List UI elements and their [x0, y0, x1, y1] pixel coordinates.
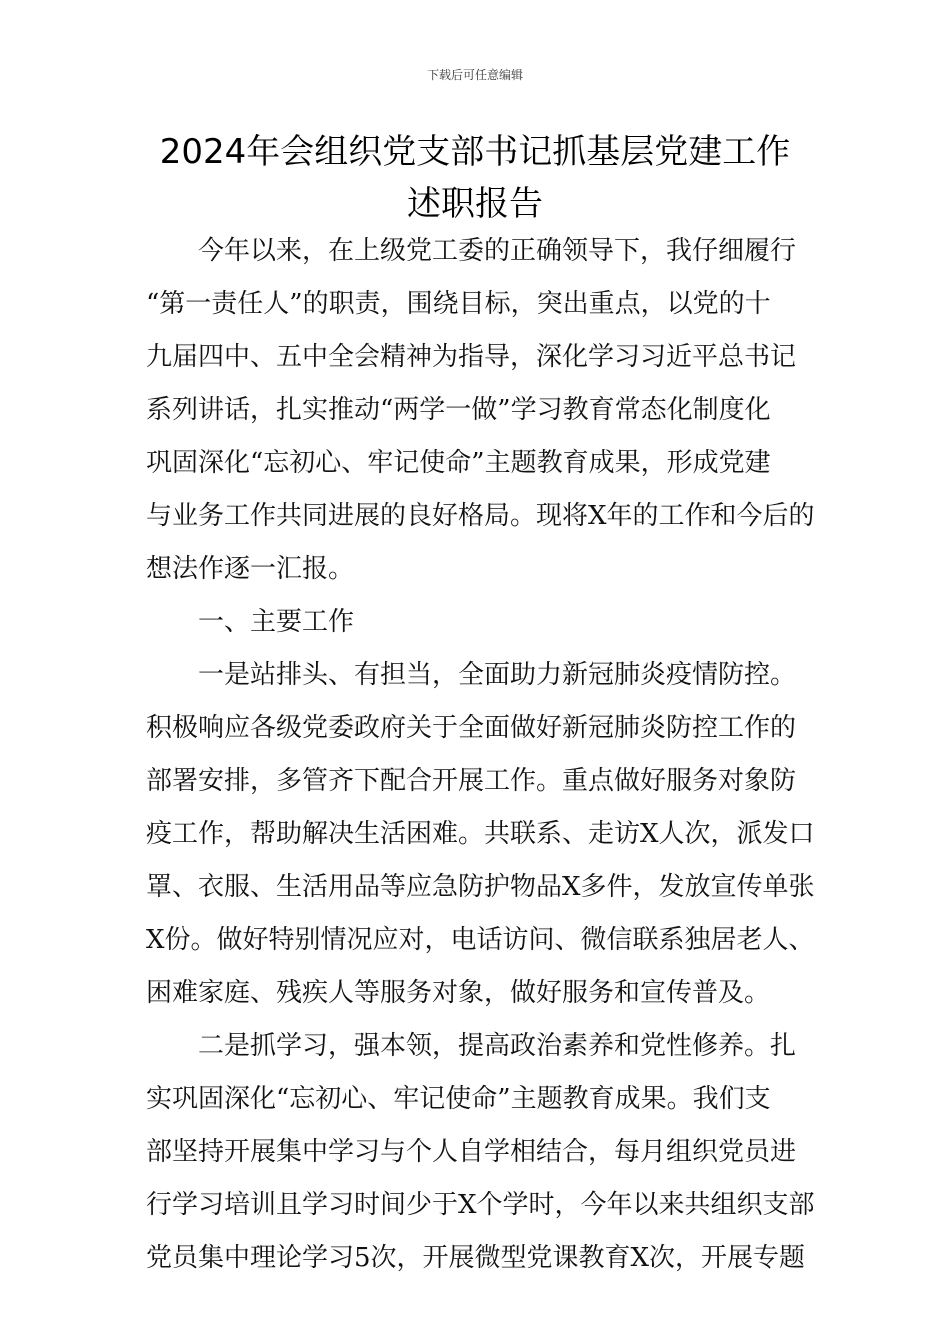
body-line: 今年以来，在上级党工委的正确领导下，我仔细履行 — [146, 236, 797, 266]
body-line: 困难家庭、残疾人等服务对象，做好服务和宣传普及。 — [146, 978, 771, 1008]
body-line: 二是抓学习，强本领，提高政治素养和党性修养。扎 — [146, 1031, 797, 1061]
body-line: 部坚持开展集中学习与个人自学相结合，每月组织党员进 — [146, 1137, 797, 1167]
section-heading: 一、主要工作 — [146, 607, 355, 637]
body-line: X份。做好特别情况应对，电话访问、微信联系独居老人、 — [146, 925, 815, 955]
body-line: 行学习培训且学习时间少于X个学时，今年以来共组织支部 — [146, 1190, 815, 1220]
body-line: 系列讲话，扎实推动“两学一做”学习教育常态化制度化 — [146, 395, 771, 425]
header-note: 下载后可任意编辑 — [426, 68, 523, 82]
body-line: 与业务工作共同进展的良好格局。现将X年的工作和今后的 — [146, 501, 815, 531]
document-title-line-2: 述职报告 — [407, 184, 543, 224]
body-line: 想法作逐一汇报。 — [146, 554, 355, 584]
body-line: 九届四中、五中全会精神为指导，深化学习习近平总书记 — [146, 342, 797, 372]
body-line: 一是站排头、有担当，全面助力新冠肺炎疫情防控。 — [146, 660, 797, 690]
body-line: 实巩固深化“忘初心、牢记使命”主题教育成果。我们支 — [146, 1084, 771, 1114]
body-line: 党员集中理论学习5次，开展微型党课教育X次，开展专题 — [146, 1243, 806, 1273]
body-line: 积极响应各级党委政府关于全面做好新冠肺炎防控工作的 — [146, 713, 797, 743]
body-line: 部署安排，多管齐下配合开展工作。重点做好服务对象防 — [146, 766, 797, 796]
body-line: 巩固深化“忘初心、牢记使命”主题教育成果，形成党建 — [146, 448, 771, 478]
body-line: “第一责任人”的职责，围绕目标，突出重点，以党的十 — [146, 289, 771, 319]
body-line: 罩、衣服、生活用品等应急防护物品X多件，发放宣传单张 — [146, 872, 815, 902]
document-title-line-1: 2024年会组织党支部书记抓基层党建工作 — [159, 132, 791, 172]
body-line: 疫工作，帮助解决生活困难。共联系、走访X人次，派发口 — [146, 819, 815, 849]
